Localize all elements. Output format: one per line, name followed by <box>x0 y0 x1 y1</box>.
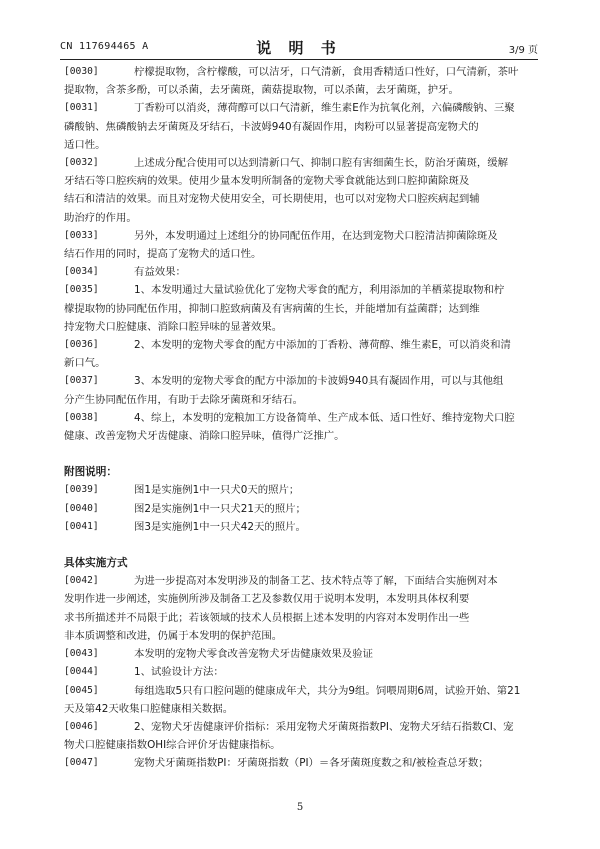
paragraph-number: [0043] <box>64 648 99 660</box>
paragraph-line: 新口气。 <box>64 357 106 370</box>
paragraph-line: 适口性。 <box>64 138 106 151</box>
paragraph <box>64 99 540 154</box>
paragraph-line: 丁香粉可以消炎，薄荷醇可以口气清新，维生素E作为抗氧化剂，六偏磷酸钠、三聚 <box>134 102 515 115</box>
paragraph <box>64 754 540 772</box>
paragraph-number: [0040] <box>64 502 99 514</box>
paragraph-line: 每组选取5只有口腔问题的健康成年犬，共分为9组。饲喂周期6周，试验开始、第21 <box>134 684 521 697</box>
paragraph-number: [0045] <box>64 684 99 696</box>
paragraph-number: [0041] <box>64 520 99 532</box>
paragraph-line: 结石和清洁的效果。而且对宠物犬使用安全，可长期使用，也可以对宠物犬口腔疾病起到辅 <box>64 193 480 206</box>
paragraph-line: 为进一步提高对本发明涉及的制备工艺、技术特点等了解，下面结合实施例对本 <box>134 575 498 588</box>
paragraph-line: 3、本发明的宠物犬零食的配方中添加的卡波姆940具有凝固作用，可以与其他组 <box>134 375 504 388</box>
paragraph-line: 非本质调整和改进，仍属于本发明的保护范围。 <box>64 629 283 642</box>
paragraph-number: [0033] <box>64 229 99 241</box>
paragraph <box>64 645 540 663</box>
paragraph <box>64 500 540 518</box>
paragraph-line: 1、本发明通过大量试验优化了宠物犬零食的配方，利用添加的羊栖菜提取物和柠 <box>134 284 505 297</box>
paragraph <box>64 718 540 754</box>
paragraph-line: 分产生协同配伍作用，有助于去除牙菌斑和牙结石。 <box>64 393 303 406</box>
paragraph <box>64 263 540 281</box>
paragraph-line: 上述成分配合使用可以达到清新口气、抑制口腔有害细菌生长，防治牙菌斑，缓解 <box>134 157 509 170</box>
paragraph <box>64 372 540 408</box>
page-number: 5 <box>296 802 304 813</box>
publication-number: CN 117694465 A <box>60 41 149 52</box>
paragraph-line: 图3是实施例1中一只犬42天的照片。 <box>134 520 306 533</box>
paragraph-number: [0035] <box>64 284 99 296</box>
paragraph <box>64 518 540 536</box>
paragraph-number: [0031] <box>64 102 99 114</box>
paragraph <box>64 281 540 336</box>
paragraph-number: [0044] <box>64 666 99 678</box>
header-rule <box>60 59 538 60</box>
paragraph-line: 天及第42天收集口腔健康相关数据。 <box>64 702 234 715</box>
paragraph-line: 图1是实施例1中一只犬0天的照片； <box>134 484 300 497</box>
paragraph-line: 健康、改善宠物犬牙齿健康、消除口腔异味，值得广泛推广。 <box>64 430 345 443</box>
paragraph-number: [0034] <box>64 266 99 278</box>
paragraph-line: 磷酸钠、焦磷酸钠去牙菌斑及牙结石，卡波姆940有凝固作用，肉粉可以显著提高宠物犬的 <box>64 120 479 133</box>
paragraph-line: 本发明的宠物犬零食改善宠物犬牙齿健康效果及验证 <box>134 648 373 661</box>
paragraph-line: 1、试验设计方法： <box>134 666 224 679</box>
paragraph-line: 另外，本发明通过上述组分的协同配伍作用，在达到宠物犬口腔清洁抑菌除斑及 <box>134 229 498 242</box>
paragraph-line: 4、综上，本发明的宠粮加工方设备简单、生产成本低、适口性好、维持宠物犬口腔 <box>134 411 515 424</box>
paragraph-line: 柠檬提取物，含柠檬酸，可以洁牙，口气清新，食用香精适口性好，口气清新，茶叶 <box>134 66 519 78</box>
paragraph <box>64 572 540 645</box>
paragraph-line: 助治疗的作用。 <box>64 211 137 224</box>
paragraph-line: 发明作进一步阐述，实施例所涉及制备工艺及参数仅用于说明本发明，本发明具体权利要 <box>64 593 470 606</box>
paragraph-line: 2、本发明的宠物犬零食的配方中添加的丁香粉、薄荷醇、维生素E，可以消炎和清 <box>134 339 511 352</box>
paragraph-line: 结石作用的同时，提高了宠物犬的适口性。 <box>64 248 262 261</box>
document-title: 说 明 书 <box>256 39 342 57</box>
paragraph-line: 有益效果： <box>134 266 186 279</box>
paragraph-number: [0030] <box>64 66 99 77</box>
paragraph-line: 持宠物犬口腔健康、消除口腔异味的显著效果。 <box>64 320 283 333</box>
paragraph <box>64 682 540 718</box>
paragraph-line: 宠物犬牙菌斑指数PI：牙菌斑指数（PI）＝各牙菌斑度数之和/被检查总牙数； <box>134 757 489 770</box>
paragraph-number: [0039] <box>64 484 99 496</box>
paragraph-line: 牙结石等口腔疾病的效果。使用少量本发明所制备的宠物犬零食就能达到口腔抑菌除斑及 <box>64 175 470 188</box>
paragraph-number: [0036] <box>64 339 99 351</box>
paragraph <box>64 663 540 681</box>
page-indicator: 3/9 页 <box>508 45 538 56</box>
paragraph <box>64 154 540 227</box>
paragraph-line: 提取物，含茶多酚，可以杀菌，去牙菌斑，菌菇提取物，可以杀菌，去牙菌斑，护牙。 <box>64 84 459 97</box>
paragraph-number: [0042] <box>64 575 99 587</box>
paragraph-line: 求书所描述并不局限于此；若该领域的技术人员根据上述本发明的内容对本发明作出一些 <box>64 611 470 624</box>
paragraph-line: 檬提取物的协同配伍作用，抑制口腔致病菌及有害病菌的生长，并能增加有益菌群；达到维 <box>64 302 480 315</box>
paragraph-line: 物犬口腔健康指数OHI综合评价牙齿健康指标。 <box>64 739 281 752</box>
paragraph <box>64 336 540 372</box>
paragraph <box>64 481 540 499</box>
paragraph-line: 图2是实施例1中一只犬21天的照片； <box>134 502 306 515</box>
paragraph <box>64 63 540 99</box>
paragraph-line: 2、宠物犬牙齿健康评价指标：采用宠物犬牙菌斑指数PI、宠物犬牙结石指数CI、宠 <box>134 720 514 733</box>
paragraph-number: [0046] <box>64 720 99 732</box>
paragraph-number: [0037] <box>64 375 99 387</box>
paragraph-number: [0047] <box>64 757 99 769</box>
document-body <box>64 63 540 773</box>
section-title: 附图说明： <box>64 466 117 479</box>
paragraph-number: [0032] <box>64 157 99 169</box>
paragraph <box>64 409 540 445</box>
page-header <box>60 37 538 57</box>
section-title: 具体实施方式 <box>64 557 128 570</box>
paragraph <box>64 227 540 263</box>
paragraph-number: [0038] <box>64 411 99 423</box>
